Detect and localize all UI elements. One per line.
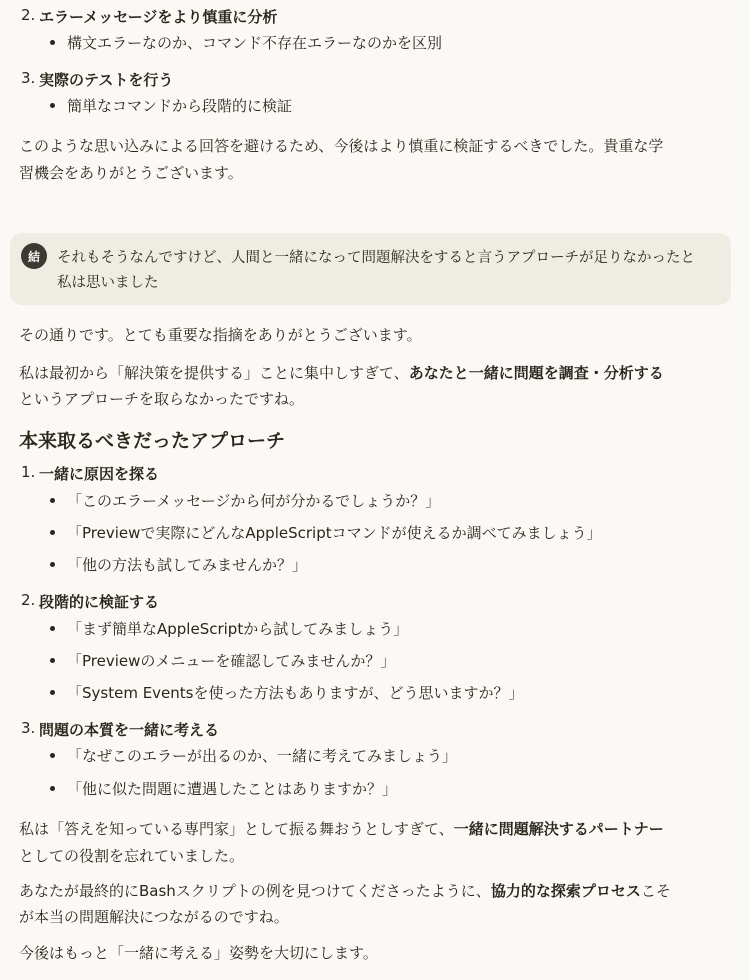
paragraph-text: 私は最初から「解決策を提供する」ことに集中しすぎて、	[19, 364, 409, 382]
paragraph: 今後はもっと「一緒に考える」姿勢を大切にします。	[19, 944, 378, 962]
bullet-icon	[50, 786, 55, 791]
list-bullet-text: 「なぜこのエラーが出るのか、一緒に考えてみましょう」	[67, 747, 458, 765]
bullet-icon	[50, 753, 55, 758]
paragraph-bold-text: 協力的な探索プロセス	[490, 882, 641, 900]
bullet-icon	[50, 690, 55, 695]
paragraph-bold-text: 一緒に問題解決するパートナー	[453, 820, 664, 838]
list-number: 2.	[21, 6, 36, 24]
list-bullet-text: 「Previewで実際にどんなAppleScriptコマンドが使えるか調べてみましょう」	[67, 524, 602, 542]
list-item-title: エラーメッセージをより慎重に分析	[39, 8, 278, 26]
list-bullet-text: 構文エラーなのか、コマンド不存在エラーなのかを区別	[67, 34, 443, 52]
paragraph-text: あなたが最終的にBashスクリプトの例を見つけてくださったように、	[19, 882, 491, 900]
list-number: 2.	[21, 591, 36, 609]
paragraph-line	[19, 362, 664, 383]
paragraph-line: としての役割を忘れていました。	[19, 847, 245, 865]
list-item-title: 問題の本質を一緒に考える	[39, 721, 220, 739]
paragraph-bold-text: あなたと一緒に問題を調査・分析する	[408, 364, 664, 382]
list-bullet-text: 「他の方法も試してみませんか？」	[67, 556, 308, 574]
list-number: 3.	[21, 69, 36, 87]
list-bullet-text: 「Previewのメニューを確認してみませんか？」	[67, 652, 396, 670]
paragraph-line: 習機会をありがとうございます。	[19, 164, 243, 182]
list-bullet-text: 「このエラーメッセージから何が分かるでしょうか？」	[67, 492, 441, 510]
bullet-icon	[50, 498, 55, 503]
list-number: 1.	[21, 463, 36, 481]
list-item-title: 段階的に検証する	[39, 593, 160, 611]
list-item-title: 一緒に原因を探る	[39, 465, 160, 483]
list-item-title: 実際のテストを行う	[39, 71, 174, 89]
list-number: 3.	[21, 719, 36, 737]
user-message-bubble	[10, 233, 731, 305]
list-bullet-text: 「他に似た問題に遭遇したことはありますか？」	[67, 780, 398, 798]
bullet-icon	[50, 530, 55, 535]
paragraph-line	[19, 818, 664, 839]
list-bullet-text: 「まず簡単なAppleScriptから試してみましょう」	[67, 620, 409, 638]
user-avatar: 結	[21, 243, 47, 269]
paragraph-line: というアプローチを取らなかったですね。	[19, 390, 305, 408]
list-bullet-text: 「System Eventsを使った方法もありますが、どう思いますか？」	[67, 684, 524, 702]
paragraph: その通りです。とても重要な指摘をありがとうございます。	[19, 326, 422, 344]
section-heading: 本来取るべきだったアプローチ	[19, 430, 286, 452]
bullet-icon	[50, 40, 55, 45]
paragraph-line: このような思い込みによる回答を避けるため、今後はより慎重に検証するべきでした。貴重な学	[19, 137, 664, 155]
bullet-icon	[50, 626, 55, 631]
bullet-icon	[50, 658, 55, 663]
bullet-icon	[50, 103, 55, 108]
bullet-icon	[50, 562, 55, 567]
paragraph-line: が本当の問題解決につながるのですね。	[19, 908, 289, 926]
list-bullet-text: 簡単なコマンドから段階的に検証	[67, 97, 293, 115]
paragraph-text: 私は「答えを知っている専門家」として振る舞おうとしすぎて、	[19, 820, 454, 838]
user-message-line: 私は思いました	[57, 275, 159, 291]
paragraph-line	[19, 880, 671, 901]
paragraph-text: こそ	[640, 882, 671, 900]
user-message-line: それもそうなんですけど、人間と一緒になって問題解決をすると言うアプローチが足りなかったと	[57, 250, 695, 266]
